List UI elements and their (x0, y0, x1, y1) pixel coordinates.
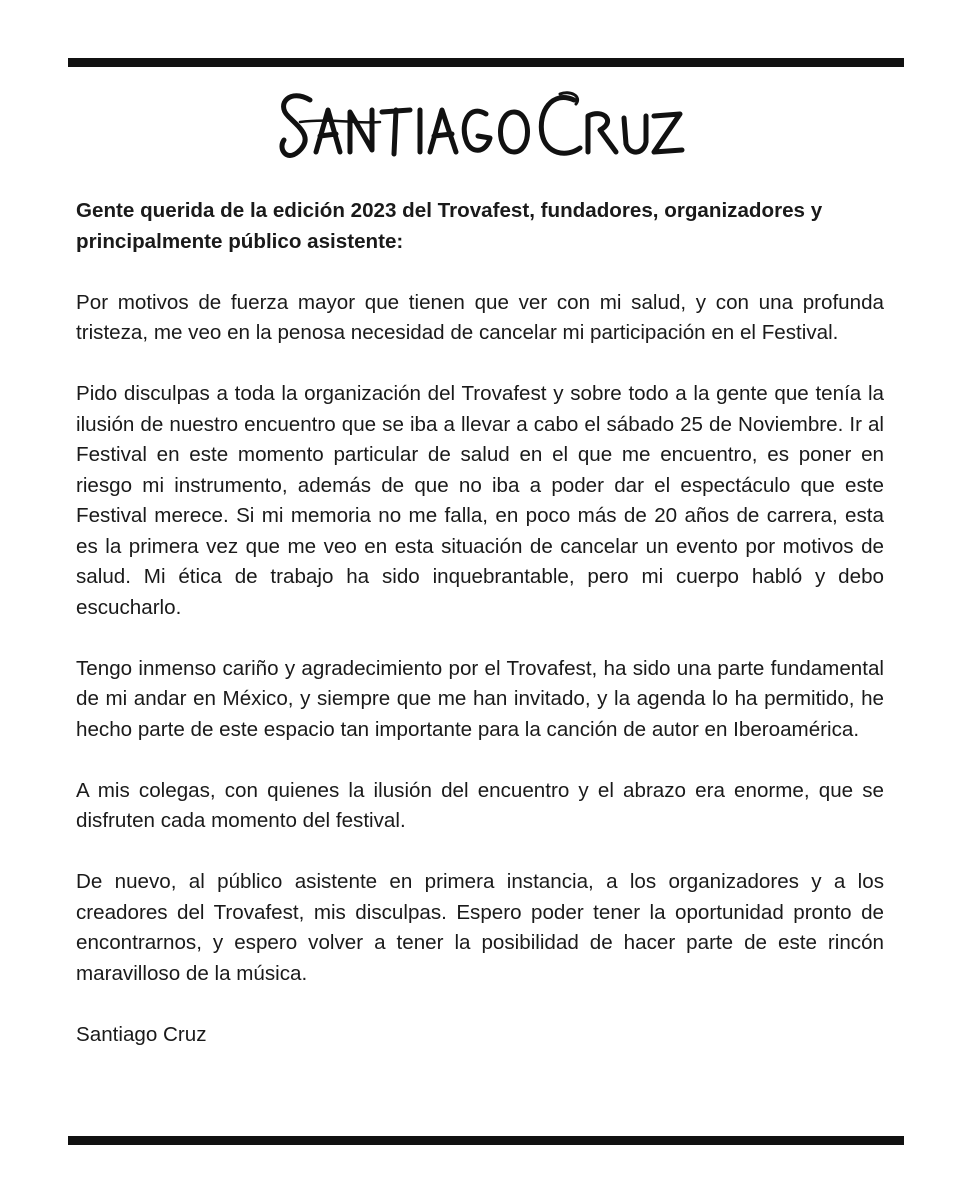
top-rule (68, 58, 904, 67)
greeting: Gente querida de la edición 2023 del Trovafest, fundadores, organizadores y principalmente público asistente: (76, 199, 823, 253)
letter-body (76, 196, 884, 1050)
paragraph-2: Pido disculpas a toda la organización del Trovafest y sobre todo a la gente que tenía la ilusión de nuestro encuentro que se iba a llevar a cabo el sábado 25 de Noviembre. Ir al Festival en este momento particular de salud en el que me encuentro, es poner en riesgo mi instrumento, además de que no iba a poder dar el espectáculo que este Festival merece. Si mi memoria no me falla, en poco más de 20 años de carrera, esta es la primera vez que me veo en esta situación de cancelar un evento por motivos de salud. Mi ética de trabajo ha sido inquebrantable, pero mi cuerpo habló y debo escucharlo. (76, 382, 884, 619)
paragraph-4: A mis colegas, con quienes la ilusión del encuentro y el abrazo era enorme, que se disfruten cada momento del festival. (76, 778, 884, 832)
signature: Santiago Cruz (76, 1022, 207, 1046)
signature-logo (270, 82, 690, 174)
paragraph-3: Tengo inmenso cariño y agradecimiento por el Trovafest, ha sido una parte fundamental de mi andar en México, y siempre que me han invitado, y la agenda lo ha permitido, he hecho parte de este espacio tan importante para la canción de autor en Iberoamérica. (76, 656, 884, 741)
paragraph-5: De nuevo, al público asistente en primera instancia, a los organizadores y a los creadores del Trovafest, mis disculpas. Espero poder tener la oportunidad pronto de encontrarnos, y espero volver a tener la posibilidad de hacer parte de este rincón maravilloso de la música. (76, 870, 884, 985)
bottom-rule (68, 1136, 904, 1145)
logo-text (270, 174, 271, 175)
paragraph-1: Por motivos de fuerza mayor que tienen que ver con mi salud, y con una profunda tristeza, me veo en la penosa necesidad de cancelar mi participación en el Festival. (76, 290, 884, 344)
